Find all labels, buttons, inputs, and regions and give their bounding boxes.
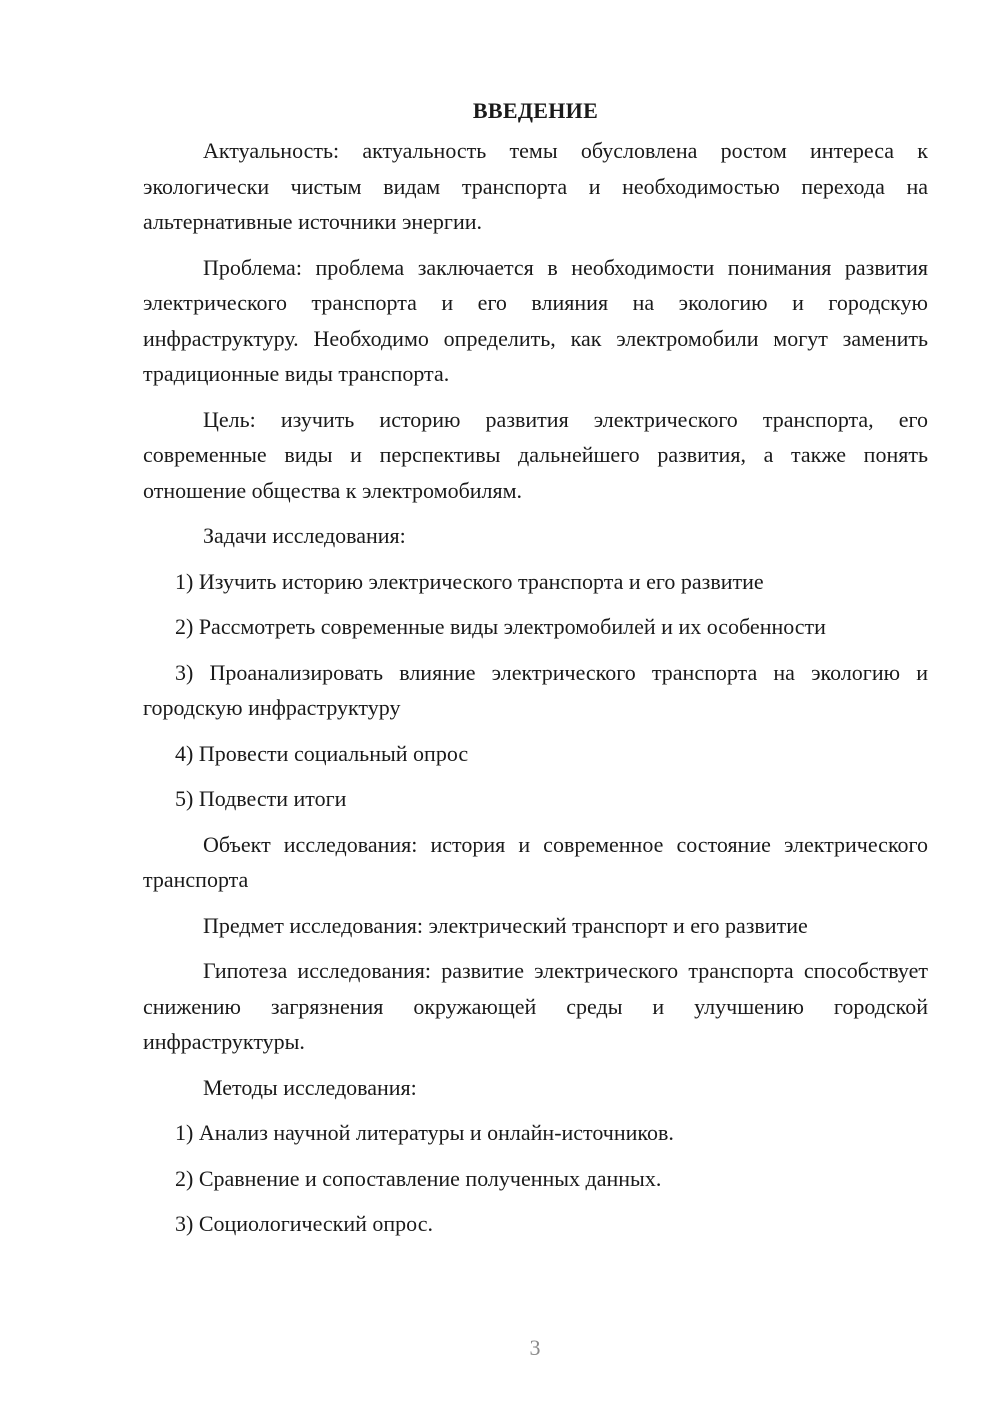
- page-heading: ВВЕДЕНИЕ: [472, 98, 599, 123]
- problem-paragraph: Проблема: проблема заключается в необходимости понимания развития электрического транспорта и его влияния на экологию и городскую инфраструктуру. Необходимо определить, как электромобили могут заменить традиционные виды транспорта.: [143, 254, 928, 386]
- relevance-paragraph: Актуальность: актуальность темы обусловлена ростом интереса к экологически чистым видам транспорта и необходимостью перехода на альтернативные источники энергии.: [143, 138, 928, 234]
- object-paragraph: Объект исследования: история и современное состояние электрического транспорта: [143, 831, 928, 892]
- task-item-5: 5) Подвести итоги: [175, 786, 347, 811]
- method-item-2: 2) Сравнение и сопоставление полученных данных.: [175, 1165, 662, 1191]
- methods-title: Методы исследования:: [203, 1074, 417, 1100]
- task-item-1: 1) Изучить историю электрического транспорта и его развитие: [175, 568, 764, 594]
- goal-paragraph: Цель: изучить историю развития электрического транспорта, его современные виды и перспективы дальнейшего развития, а также понять отношение общества к электромобилям.: [143, 406, 928, 503]
- method-item-3: 3) Социологический опрос.: [175, 1211, 433, 1236]
- task-item-3: 3) Проанализировать влияние электрического транспорта на экологию и городскую инфраструктуру: [143, 659, 928, 720]
- hypothesis-paragraph: Гипотеза исследования: развитие электрического транспорта способствует снижению загрязнения окружающей среды и улучшению городской инфраструктуры.: [143, 958, 928, 1054]
- task-item-4: 4) Провести социальный опрос: [175, 740, 469, 766]
- subject-paragraph: Предмет исследования: электрический транспорт и его развитие: [203, 912, 808, 938]
- method-item-1: 1) Анализ научной литературы и онлайн-источников.: [175, 1120, 674, 1145]
- task-item-2: 2) Рассмотреть современные виды электромобилей и их особенности: [175, 614, 826, 639]
- page-content: [143, 93, 928, 1252]
- page-number: 3: [529, 1335, 541, 1360]
- tasks-title: Задачи исследования:: [203, 523, 406, 548]
